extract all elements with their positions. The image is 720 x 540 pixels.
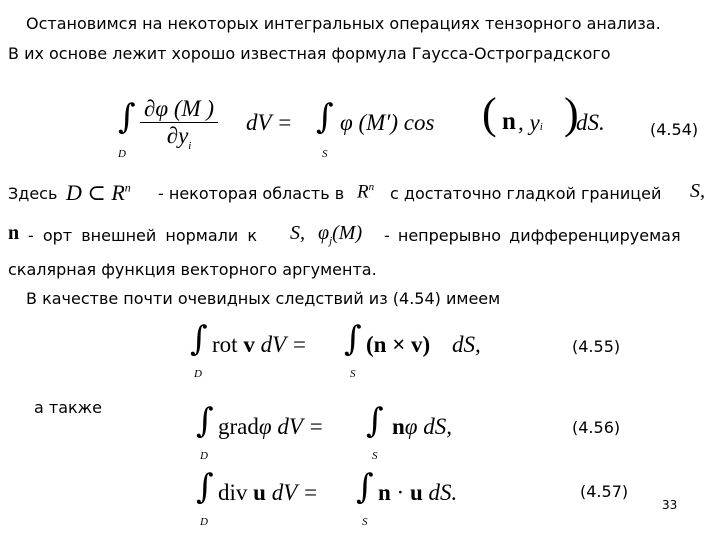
equation-number-4-57: (4.57) xyxy=(580,482,629,501)
integral-sign: ∫ xyxy=(196,467,214,507)
domain-d: D xyxy=(200,516,208,528)
normal-n-bold: n xyxy=(8,222,20,244)
surface-s: S xyxy=(362,516,368,528)
rn-symbol: $R^n$ xyxy=(357,181,375,203)
integral-sign: ∫ xyxy=(356,467,374,507)
domain-inclusion: D ⊂ $R^n$ xyxy=(66,180,131,205)
n-dot-u-ds-term: n · u dS. xyxy=(378,480,458,505)
integral-sign: ∫ xyxy=(196,401,214,441)
ds-term: dS, xyxy=(452,332,481,357)
n-phi-ds-term: nφ dS, xyxy=(392,414,453,439)
boundary-s-2: S, xyxy=(290,222,305,244)
equation-number-4-56: (4.56) xyxy=(572,418,621,437)
phi-j-function: $\varphi_j(M)$ xyxy=(318,222,363,247)
integral-sign: ∫ xyxy=(190,319,208,359)
para2-text-1: - некоторая область в xyxy=(158,184,345,203)
para2-text-4: - непрерывно дифференцируемая xyxy=(384,226,681,245)
div-term: div u dV = xyxy=(218,480,319,505)
also-label: а также xyxy=(34,398,102,417)
equation-number-4-55: (4.55) xyxy=(572,337,621,356)
rot-term: rot v dV = xyxy=(212,332,307,357)
intro-line-1: Остановимся на некоторых интегральных операциях тензорного анализа. xyxy=(26,14,661,33)
domain-d: D xyxy=(118,148,126,160)
consequences-text: В качестве почти очевидных следствий из (4.54) имеем xyxy=(26,289,501,308)
integral-sign: ∫ xyxy=(118,97,136,137)
equation-number-4-54: (4.54) xyxy=(650,120,699,139)
surface-s: S xyxy=(350,368,356,380)
domain-d: D xyxy=(194,368,202,380)
normal-n: n xyxy=(502,108,516,135)
page-number: 33 xyxy=(662,498,678,512)
yi-term: , yi xyxy=(518,110,543,135)
cross-product: (n × v) xyxy=(366,332,431,357)
integral-sign: ∫ xyxy=(316,97,334,137)
para2-line-3: скалярная функция векторного аргумента. xyxy=(8,260,377,279)
para2-text-2: с достаточно гладкой границей xyxy=(390,184,662,203)
para2-text-3: - орт внешней нормали к xyxy=(28,226,258,245)
grad-term: gradφ dV = xyxy=(218,414,324,439)
surface-s: S xyxy=(322,148,328,160)
partial-fraction: $\frac{\partial\varphi (M )}{\partial y_i}$ xyxy=(140,96,218,152)
paren-open: ( xyxy=(482,89,497,138)
ds-term: dS. xyxy=(576,110,605,135)
dv-term: dV = xyxy=(246,110,293,135)
integral-sign: ∫ xyxy=(344,319,362,359)
boundary-s: S, xyxy=(690,180,705,202)
surface-s: S xyxy=(372,450,378,462)
paren-close: ) xyxy=(564,89,579,138)
zdes-label: Здесь xyxy=(8,184,58,203)
phi-cos-term: φ (M′) cos xyxy=(340,110,435,135)
intro-line-2: В их основе лежит хорошо известная формула Гаусса-Остроградского xyxy=(8,44,611,63)
domain-d: D xyxy=(200,450,208,462)
integral-sign: ∫ xyxy=(366,401,384,441)
